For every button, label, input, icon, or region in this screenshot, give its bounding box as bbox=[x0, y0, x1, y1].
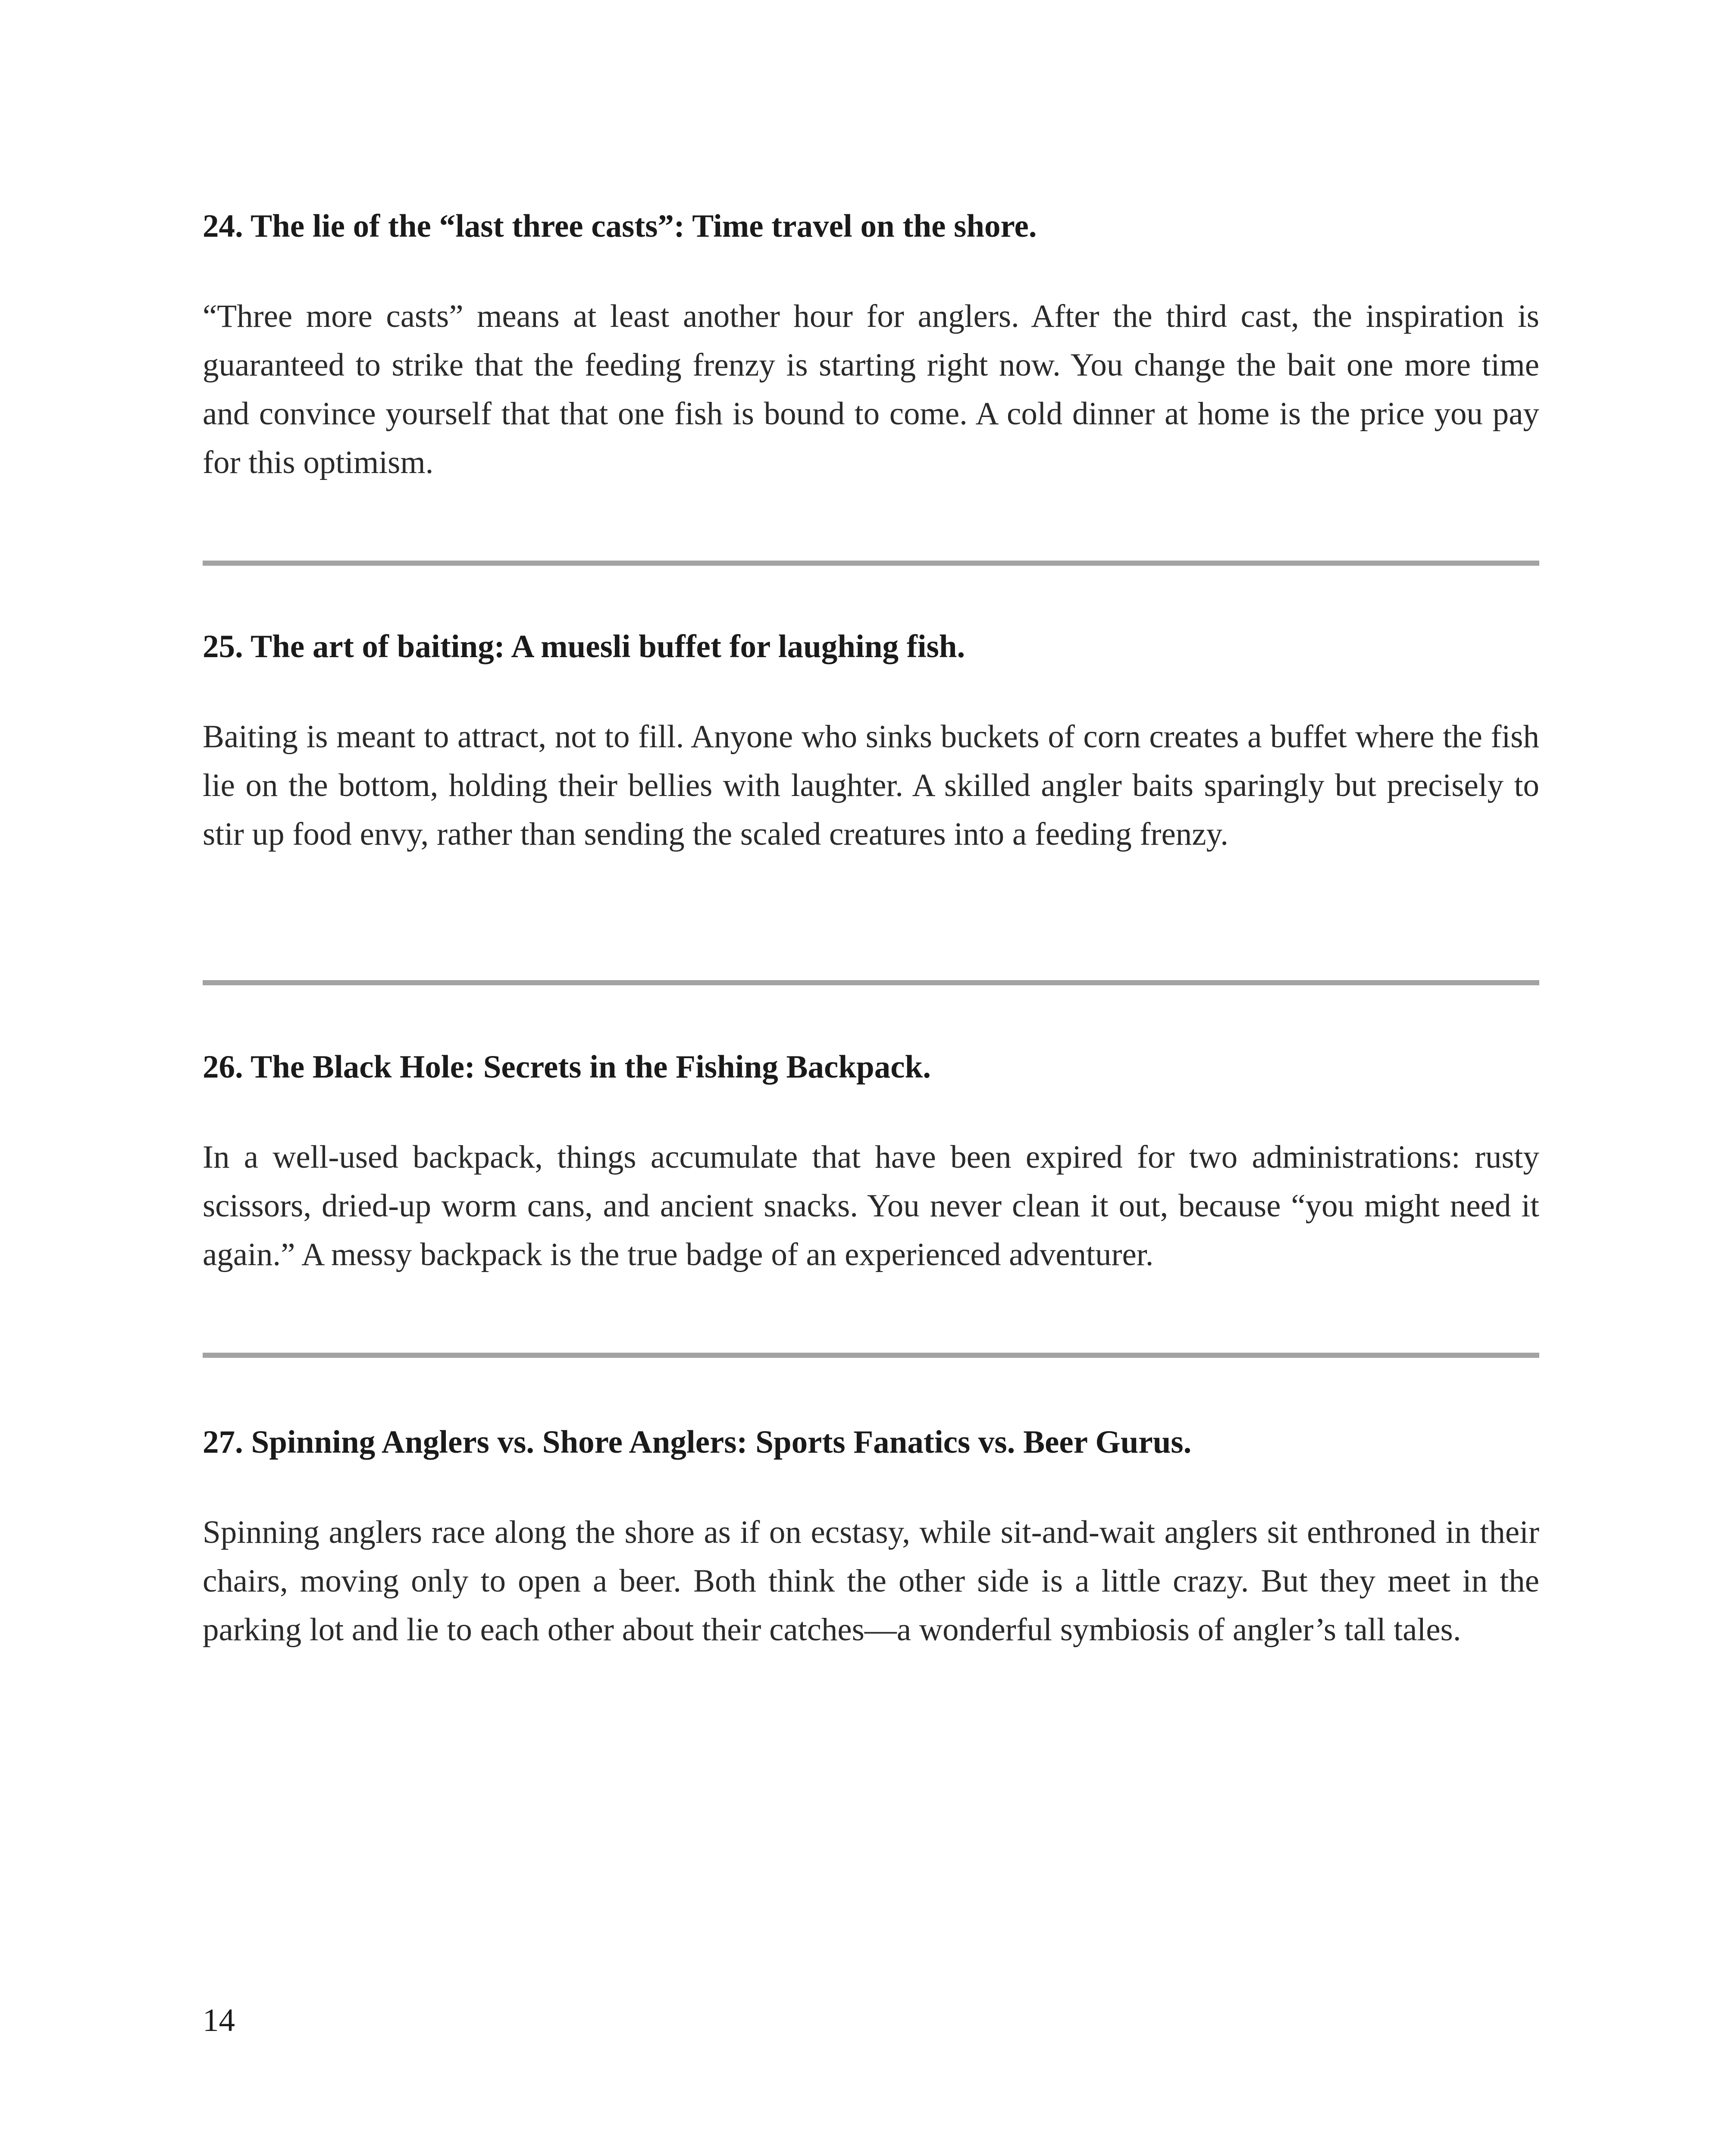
section-24 bbox=[203, 205, 1539, 487]
section-divider bbox=[203, 1353, 1539, 1358]
section-body: In a well-used backpack, things accumulate that have been expired for two administrations: rusty scissors, dried-up worm cans, and ancient snacks. You never clean it out, because “you might need it again.” A messy backpack is the true badge of an experienced adventurer. bbox=[203, 1139, 1539, 1272]
section-body: Spinning anglers race along the shore as if on ecstasy, while sit-and-wait anglers sit enthroned in their chairs, moving only to open a beer. Both think the other side is a little crazy. But they meet in the parking lot and lie to each other about their catches—a wonderful symbiosis of angler’s tall tales. bbox=[203, 1514, 1539, 1648]
section-heading: 27. Spinning Anglers vs. Shore Anglers: Sports Fanatics vs. Beer Gurus. bbox=[203, 1424, 1192, 1460]
section-25 bbox=[203, 625, 1539, 859]
section-26 bbox=[203, 1046, 1539, 1279]
section-body: “Three more casts” means at least another hour for anglers. After the third cast, the inspiration is guaranteed to strike that the feeding frenzy is starting right now. You change the bait one more time and convince yourself that that one fish is bound to come. A cold dinner at home is the price you pay for this optimism. bbox=[203, 298, 1539, 480]
section-divider bbox=[203, 980, 1539, 985]
section-body: Baiting is meant to attract, not to fill. Anyone who sinks buckets of corn creates a buffet where the fish lie on the bottom, holding their bellies with laughter. A skilled angler baits sparingly but precisely to stir up food envy, rather than sending the scaled creatures into a feeding frenzy. bbox=[203, 719, 1539, 852]
section-divider bbox=[203, 561, 1539, 566]
section-27 bbox=[203, 1421, 1539, 1654]
section-heading: 24. The lie of the “last three casts”: Time travel on the shore. bbox=[203, 208, 1037, 244]
document-page bbox=[203, 0, 1539, 2156]
page-number: 14 bbox=[203, 2002, 235, 2038]
section-heading: 26. The Black Hole: Secrets in the Fishing Backpack. bbox=[203, 1049, 931, 1085]
section-heading: 25. The art of baiting: A muesli buffet for laughing fish. bbox=[203, 629, 965, 664]
